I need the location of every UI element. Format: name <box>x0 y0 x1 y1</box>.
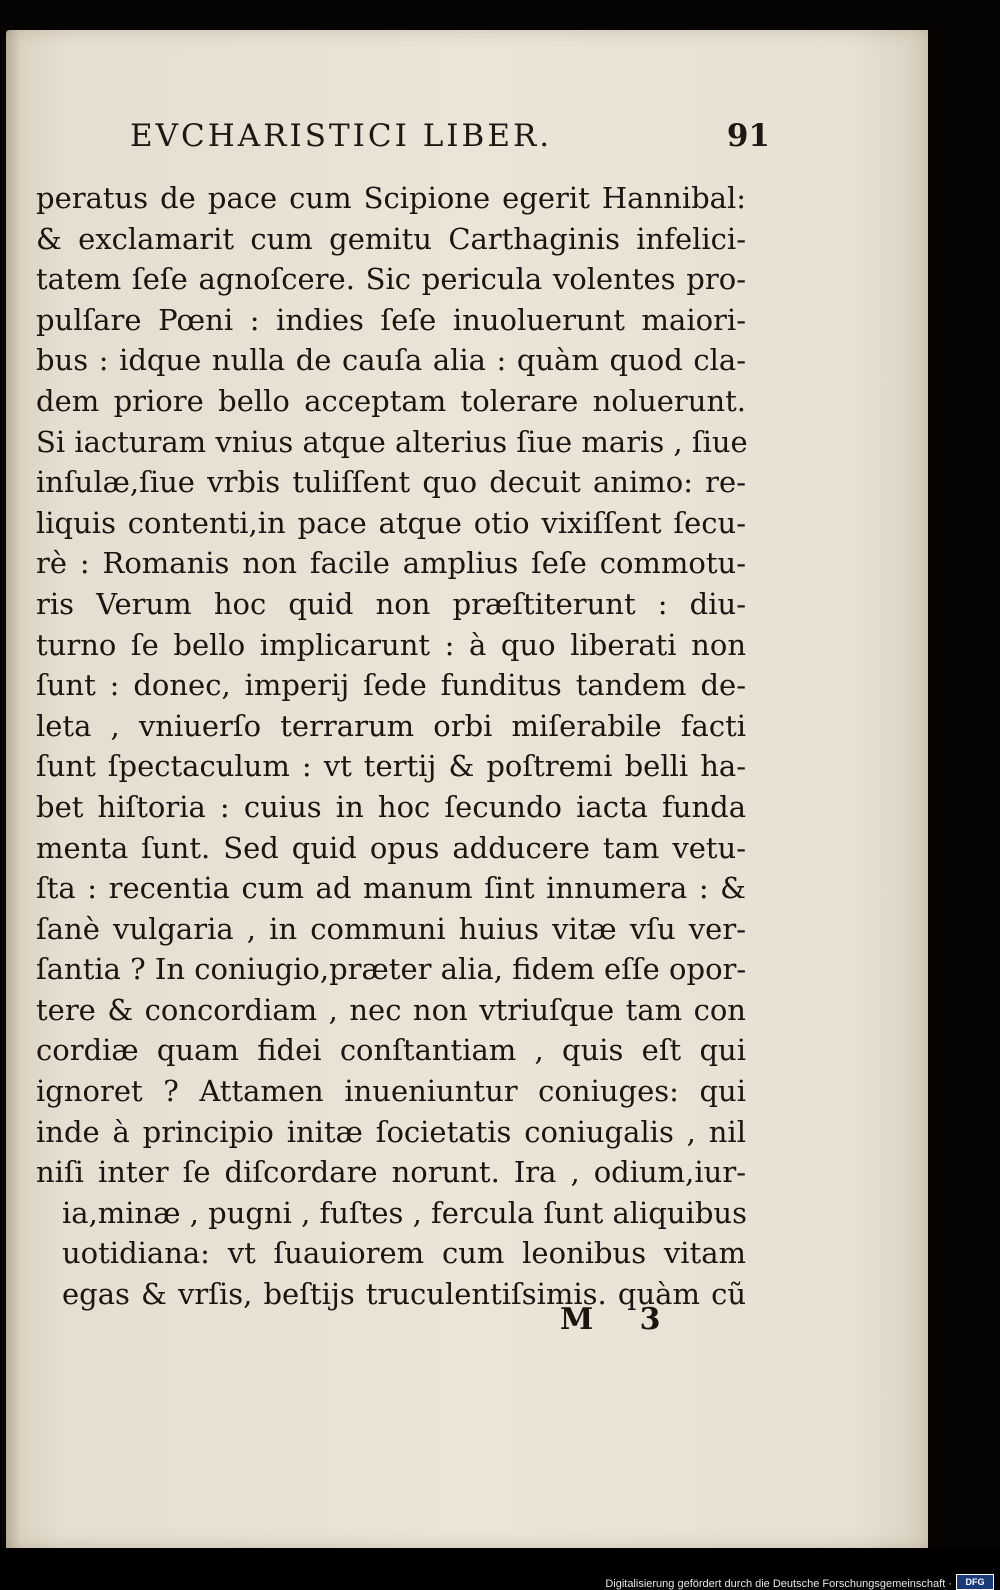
text-line: ſunt : donec, imperij ſede funditus tandem de- <box>36 668 746 703</box>
digitization-credit: Digitalisierung gefördert durch die Deutsche Forschungsgemeinschaft · <box>605 1578 952 1590</box>
text-line: liquis contenti,in pace atque otio vixiſſent ſecu- <box>36 505 746 540</box>
text-line: ſta : recentia cum ad manum ſint innumera : & <box>36 871 746 906</box>
text-line: inſulæ,ſiue vrbis tuliſſent quo decuit animo: re- <box>36 465 746 500</box>
text-line: Si iacturam vnius atque alterius ſiue maris , ſiue <box>36 424 748 459</box>
body-text <box>36 178 746 1315</box>
text-line: peratus de pace cum Scipione egerit Hannibal: <box>36 181 746 215</box>
text-line: rè : Romanis non facile amplius ſeſe commotu- <box>36 546 746 581</box>
text-line: ris Verum hoc quid non præſtiterunt : diu- <box>36 586 746 621</box>
text-line: bet hiſtoria : cuius in hoc ſecundo iacta funda <box>36 789 746 824</box>
page-header <box>130 118 770 162</box>
signature-mark: M 3 <box>560 1302 679 1337</box>
text-line: cordiæ quam fidei conſtantiam , quis eſt qui <box>36 1033 746 1068</box>
page-number: 91 <box>726 118 770 154</box>
text-line: egas & vrſis, beſtijs truculentiſsimis. quàm cũ <box>62 1277 746 1312</box>
text-line: bus : idque nulla de cauſa alia : quàm quod cla- <box>36 343 746 378</box>
text-line: leta , vniuerſo terrarum orbi miſerabile facti <box>36 708 746 743</box>
text-line: tatem ſeſe agnoſcere. Sic pericula volentes pro- <box>36 262 746 297</box>
text-line: ſunt ſpectaculum : vt tertij & poſtremi belli ha- <box>36 749 746 784</box>
text-line: uotidiana: vt ſuauiorem cum leonibus vitam <box>62 1236 746 1271</box>
dfg-logo-icon: DFG <box>956 1574 994 1590</box>
text-line: dem priore bello acceptam tolerare noluerunt. <box>36 383 746 418</box>
text-line: ſanè vulgaria , in communi huius vitæ vſu ver- <box>36 911 746 946</box>
text-line: inde à principio initæ ſocietatis coniugalis , nil <box>36 1114 746 1149</box>
page-gutter-shadow <box>6 30 20 1548</box>
text-line: & exclamarit cum gemitu Carthaginis infelici- <box>36 221 746 256</box>
text-line: ignoret ? Attamen inueniuntur coniuges: qui <box>36 1074 746 1109</box>
text-line: menta ſunt. Sed quid opus adducere tam vetu- <box>36 830 746 865</box>
text-line: ſantia ? In coniugio,præter alia, fidem eſſe opor- <box>36 952 747 987</box>
text-line: ia,minæ , pugni , fuſtes , fercula ſunt aliquibus <box>62 1195 747 1230</box>
text-line: pulſare Pœni : indies ſeſe inuoluerunt maiori- <box>36 302 746 337</box>
running-title: EVCHARISTICI LIBER. <box>130 118 553 154</box>
text-line: turno ſe bello implicarunt : à quo liberati non <box>36 627 746 662</box>
text-line: niſi inter ſe diſcordare norunt. Ira , odium,iur- <box>36 1155 746 1190</box>
text-line: tere & concordiam , nec non vtriuſque tam con <box>36 992 746 1027</box>
